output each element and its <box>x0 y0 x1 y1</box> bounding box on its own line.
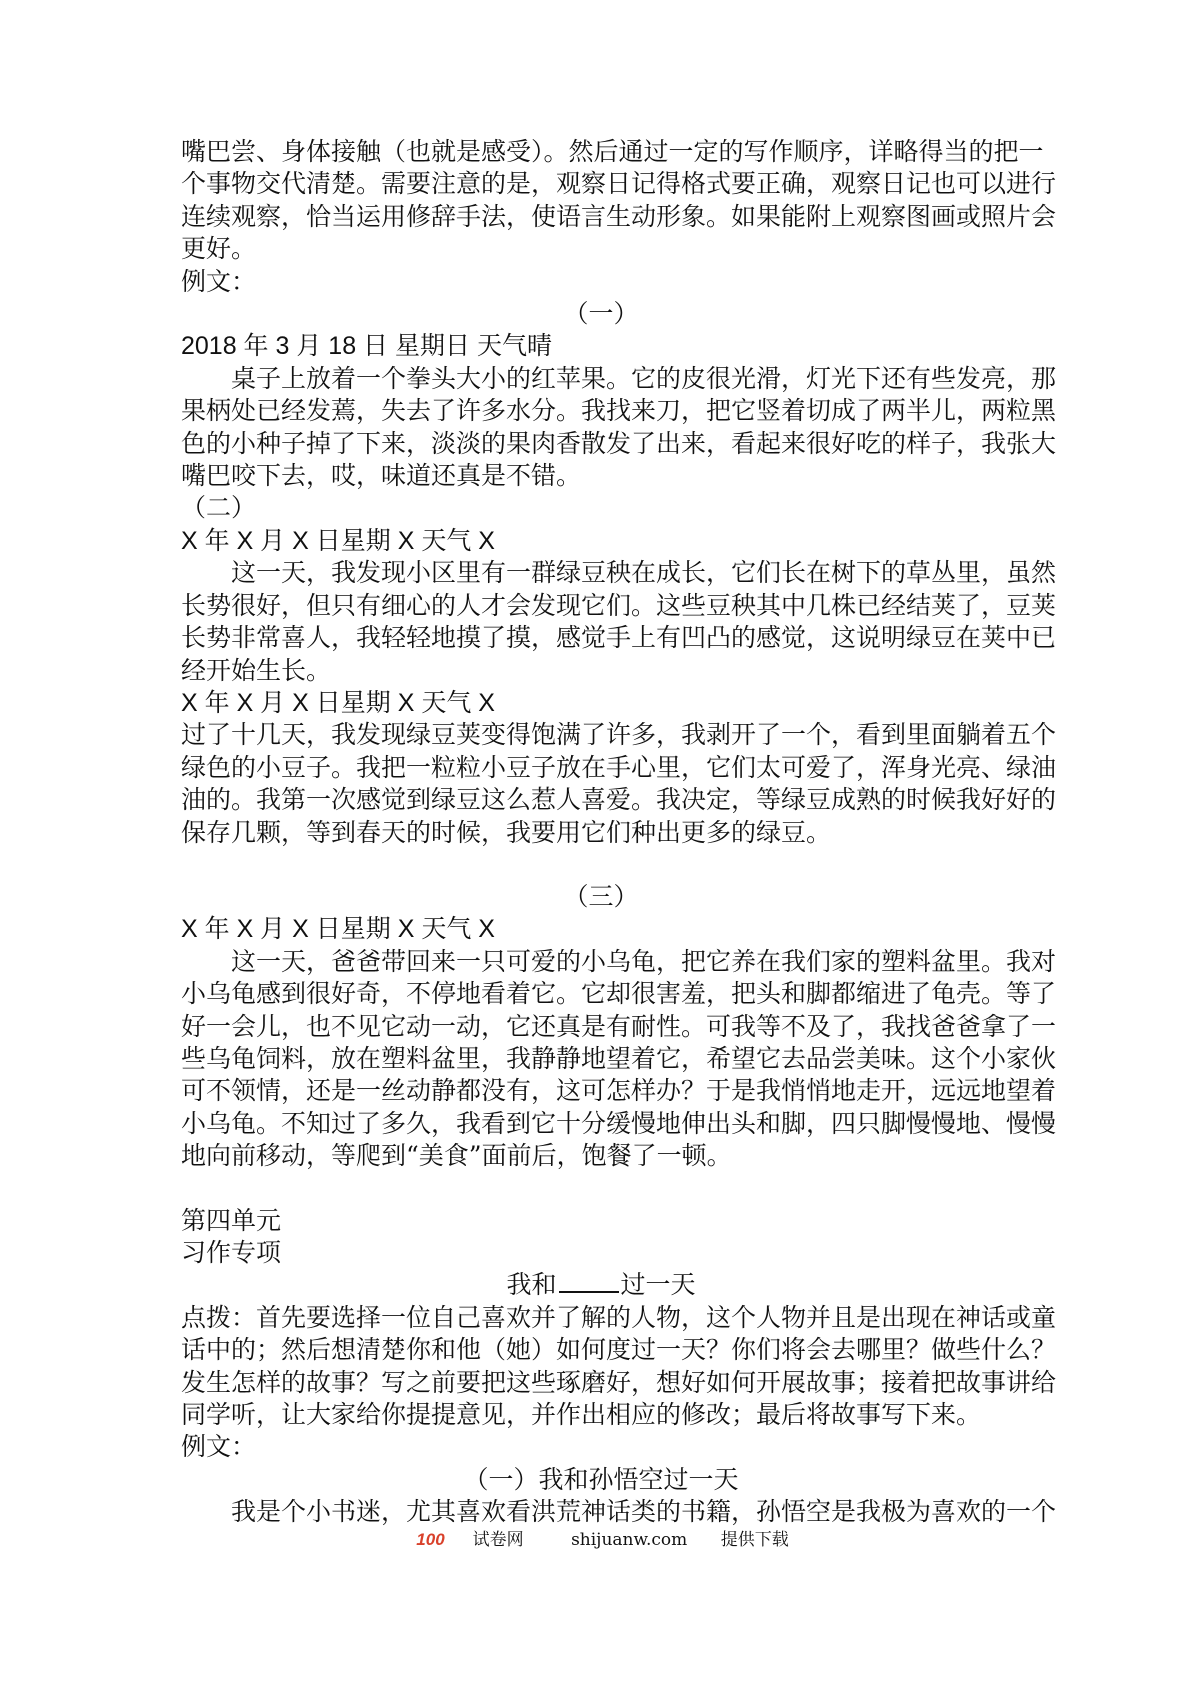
section-heading-3: （三） <box>563 881 639 911</box>
spacer <box>181 849 1021 881</box>
paragraph-line: 嘴巴咬下去，哎，味道还真是不错。 <box>181 461 582 491</box>
site-url: shijuanw.com <box>571 1530 688 1550</box>
section-heading-1: （一） <box>563 299 639 329</box>
diary-date: X 年 X 月 X 日星期 X 天气 X <box>181 526 495 555</box>
paragraph-line: 地向前移动，等爬到“美食”面前后，饱餐了一顿。 <box>181 1141 732 1171</box>
paragraph-line: 可不领情，还是一丝动静都没有，这可怎样办？于是我悄悄地走开，远远地望着 <box>181 1076 1057 1106</box>
paragraph-line: 我是个小书迷，尤其喜欢看洪荒神话类的书籍，孙悟空是我极为喜欢的一个 <box>231 1497 1057 1527</box>
paragraph-line: 色的小种子掉了下来，淡淡的果肉香散发了出来，看起来很好吃的样子，我张大 <box>181 428 1057 458</box>
paragraph-line: 保存几颗，等到春天的时候，我要用它们种出更多的绿豆。 <box>181 817 832 847</box>
document-page <box>181 136 1057 1529</box>
site-logo <box>402 1530 537 1550</box>
spacer <box>181 1173 1021 1205</box>
title-blank <box>559 1269 619 1293</box>
tips-line: 话中的；然后想清楚你和他（她）如何度过一天？你们将会去哪里？做些什么？ <box>181 1335 1057 1365</box>
unit-title: 第四单元 <box>181 1205 282 1235</box>
diary-date: X 年 X 月 X 日星期 X 天气 X <box>181 915 495 944</box>
page-footer <box>0 1525 1191 1550</box>
topic-title: 习作专项 <box>181 1238 282 1267</box>
tips-line: 同学听，让大家给你提提意见，并作出相应的修改；最后将故事写下来。 <box>181 1400 982 1430</box>
paragraph-line: 过了十几天，我发现绿豆荚变得饱满了许多，我剥开了一个，看到里面躺着五个 <box>181 720 1057 750</box>
paragraph-line: 绿色的小豆子。我把一粒粒小豆子放在手心里，它们太可爱了，浑身光亮、绿油 <box>181 752 1057 782</box>
paragraph-line: 桌子上放着一个拳头大小的红苹果。它的皮很光滑，灯光下还有些发亮，那 <box>231 363 1057 393</box>
intro-line: 嘴巴尝、身体接触（也就是感受）。然后通过一定的写作顺序，详略得当的把一 <box>181 137 1044 166</box>
logo-mark: 100 <box>416 1530 445 1549</box>
brand-name: 试卷网 <box>472 1530 524 1550</box>
download-note: 提供下载 <box>720 1530 789 1550</box>
tips-line: 点拨：首先要选择一位自己喜欢并了解的人物，这个人物并且是出现在神话或童 <box>181 1302 1057 1332</box>
paragraph-line: 经开始生长。 <box>181 655 332 685</box>
essay-title-pre: 我和 <box>506 1270 557 1300</box>
paragraph-line: 小乌龟感到很好奇，不停地看着它。它却很害羞，把头和脚都缩进了龟壳。等了 <box>181 979 1057 1009</box>
essay-title-post: 过一天 <box>620 1270 696 1300</box>
section-heading-2: （二） <box>181 493 257 523</box>
intro-line: 个事物交代清楚。需要注意的是，观察日记得格式要正确，观察日记也可以进行 <box>181 169 1057 199</box>
paragraph-line: 油的。我第一次感觉到绿豆这么惹人喜爱。我决定，等绿豆成熟的时候我好好的 <box>181 785 1057 815</box>
diary-date: 2018 年 3 月 18 日 星期日 天气晴 <box>181 332 552 361</box>
essay-title <box>181 1269 1021 1301</box>
example-heading: （一）我和孙悟空过一天 <box>463 1464 739 1494</box>
diary-date: X 年 X 月 X 日星期 X 天气 X <box>181 688 495 717</box>
paragraph-line: 好一会儿，也不见它动一动，它还真是有耐性。可我等不及了，我找爸爸拿了一 <box>181 1011 1057 1041</box>
paragraph-line: 些乌龟饲料，放在塑料盆里，我静静地望着它，希望它去品尝美味。这个小家伙 <box>181 1043 1057 1073</box>
paragraph-line: 长势很好，但只有细心的人才会发现它们。这些豆秧其中几株已经结荚了，豆荚 <box>181 590 1057 620</box>
intro-line: 更好。 <box>181 234 257 264</box>
paragraph-line: 小乌龟。不知过了多久，我看到它十分缓慢地伸出头和脚，四只脚慢慢地、慢慢 <box>181 1108 1057 1138</box>
example-label: 例文： <box>181 1432 257 1462</box>
intro-line: 连续观察，恰当运用修辞手法，使语言生动形象。如果能附上观察图画或照片会 <box>181 201 1057 231</box>
paragraph-line: 果柄处已经发蔫，失去了许多水分。我找来刀，把它竖着切成了两半儿，两粒黑 <box>181 396 1057 426</box>
example-label: 例文： <box>181 266 257 296</box>
paragraph-line: 长势非常喜人，我轻轻地摸了摸，感觉手上有凹凸的感觉，这说明绿豆在荚中已 <box>181 623 1057 653</box>
paragraph-line: 这一天，爸爸带回来一只可爱的小乌龟，把它养在我们家的塑料盆里。我对 <box>231 946 1057 976</box>
paragraph-line: 这一天，我发现小区里有一群绿豆秧在成长，它们长在树下的草丛里，虽然 <box>231 558 1057 588</box>
tips-line: 发生怎样的故事？写之前要把这些琢磨好，想好如何开展故事；接着把故事讲给 <box>181 1367 1057 1397</box>
